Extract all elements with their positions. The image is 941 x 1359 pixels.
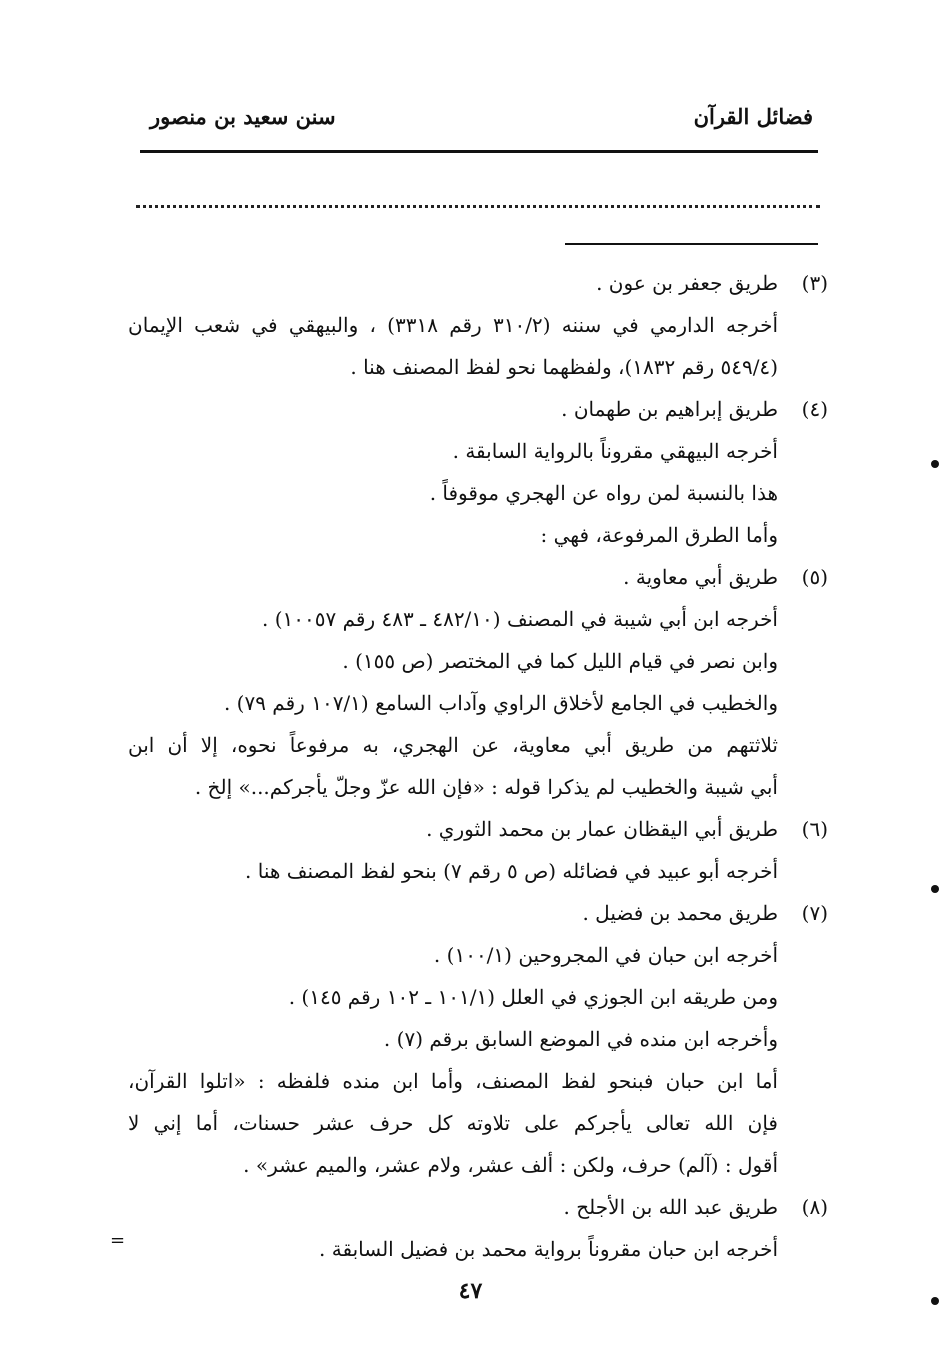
footnote-line: ثلاثتهم من طريق أبي معاوية، عن الهجري، به مرفوعاً نحوه، إلا أن ابن: [128, 733, 778, 757]
footnote-number: (٨): [801, 1195, 828, 1219]
footnote-heading-text: طريق عبد الله بن الأجلح .: [563, 1195, 778, 1219]
footnote-line: وأما الطرق المرفوعة، فهي :: [540, 523, 778, 547]
footnote-number: (٧): [801, 901, 828, 925]
footnote-number: (٦): [801, 817, 828, 841]
footnote-line: أخرجه ابن حبان في المجروحين (١٠٠/١) .: [433, 943, 778, 967]
footnote-line: أخرجه البيهقي مقروناً بالرواية السابقة .: [452, 439, 778, 463]
running-header-book-title: سنن سعيد بن منصور: [150, 104, 336, 129]
footnote-heading-text: طريق أبي اليقظان عمار بن محمد الثوري .: [426, 817, 778, 841]
footnote-line: أما ابن حبان فبنحو لفظ المصنف، وأما ابن منده فلفظه : «اتلوا القرآن،: [128, 1069, 778, 1093]
footnote-line: (٥٤٩/٤ رقم ١٨٣٢)، ولفظهما نحو لفظ المصنف هنا .: [350, 355, 778, 379]
footnote-line: أخرجه أبو عبيد في فضائله (ص ٥ رقم ٧) بنحو لفظ المصنف هنا .: [245, 859, 778, 883]
footnote-heading-text: طريق إبراهيم بن طهمان .: [561, 397, 778, 421]
footnote-number: (٤): [801, 397, 828, 421]
footnote-line: أبي شيبة والخطيب لم يذكرا قوله : «فإن الله عزّ وجلّ يأجركم...» إلخ .: [194, 775, 778, 799]
footnote-line: أخرجه ابن أبي شيبة في المصنف (٤٨٢/١٠ ـ ٤٨٣ رقم ١٠٠٥٧) .: [262, 607, 778, 631]
scan-speck: [931, 460, 939, 468]
footnote-line: أقول : (آلم) حرف، ولكن : ألف عشر، ولام عشر، والميم عشر» .: [243, 1153, 778, 1177]
running-header-book-section: فضائل القرآن: [693, 104, 813, 129]
footnote-line: أخرجه ابن حبان مقروناً برواية محمد بن فضيل السابقة .: [319, 1237, 778, 1261]
margin-continuation-mark: =: [110, 1230, 126, 1251]
footnote-heading: [128, 892, 828, 934]
footnote-heading: [128, 808, 828, 850]
footnote-line: وابن نصر في قيام الليل كما في المختصر (ص ١٥٥) .: [342, 649, 778, 673]
footnotes-body: [128, 262, 828, 1270]
page-number: ٤٧: [458, 1278, 483, 1304]
dotted-separator: [136, 205, 820, 208]
footnote-heading-text: طريق جعفر بن عون .: [596, 271, 778, 295]
scan-speck: [931, 1297, 939, 1305]
scan-speck: [931, 885, 939, 893]
footnote-line: والخطيب في الجامع لأخلاق الراوي وآداب السامع (١٠٧/١ رقم ٧٩) .: [223, 691, 778, 715]
footnote-heading-text: طريق أبي معاوية .: [623, 565, 778, 589]
footnote-line: فإن الله تعالى يأجركم على تلاوته كل حرف عشر حسنات، أما إني لا: [128, 1111, 778, 1135]
footnote-line: هذا بالنسبة لمن رواه عن الهجري موقوفاً .: [429, 481, 778, 505]
footnote-number: (٣): [801, 271, 828, 295]
footnote-heading-text: طريق محمد بن فضيل .: [582, 901, 778, 925]
footnote-heading: [128, 262, 828, 304]
footnote-line: وأخرجه ابن منده في الموضع السابق برقم (٧) .: [383, 1027, 778, 1051]
footnote-number: (٥): [801, 565, 828, 589]
header-rule: [140, 150, 818, 153]
footnote-line: ومن طريقه ابن الجوزي في العلل (١٠١/١ ـ ١٠٢ رقم ١٤٥) .: [288, 985, 778, 1009]
footnote-heading: [128, 1186, 828, 1228]
footnote-heading: [128, 556, 828, 598]
footnote-heading: [128, 388, 828, 430]
footnote-line: أخرجه الدارمي في سننه (٣١٠/٢ رقم ٣٣١٨) ، والبيهقي في شعب الإيمان: [128, 313, 779, 337]
footnote-separator: [565, 243, 818, 245]
